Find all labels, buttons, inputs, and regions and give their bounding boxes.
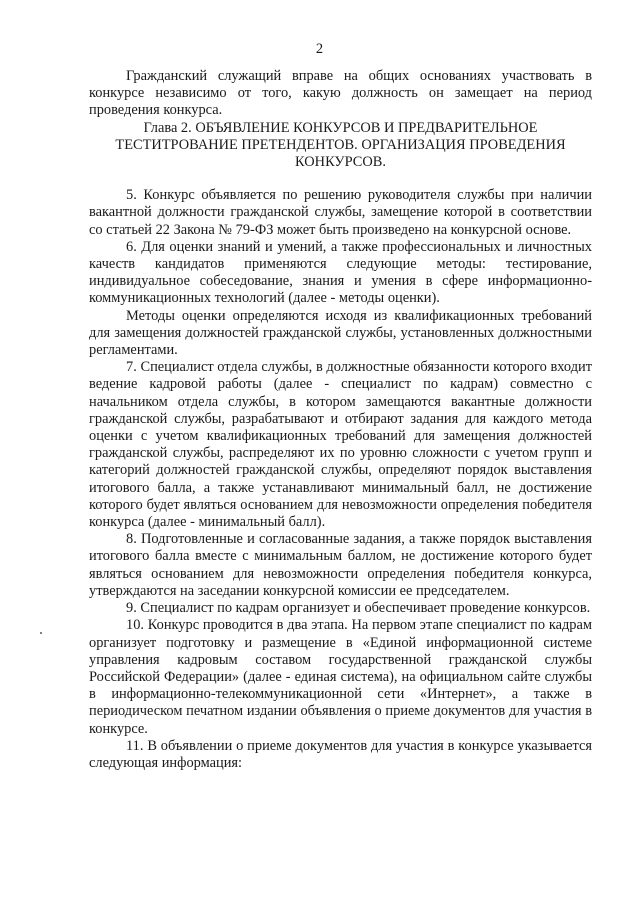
page-number: 2 xyxy=(315,41,324,57)
paragraph-5: 5. Конкурс объявляется по решению руководителя службы при наличии вакантной должности гражданской службы, замещение которой в соответствии со статьей 22 Закона № 79-ФЗ может быть произведено на конкурсной основе. xyxy=(89,187,592,238)
paragraph-8: 8. Подготовленные и согласованные задания, а также порядок выставления итогового балла вместе с минимальным баллом, не достижение которого будет являться основанием для невозможности определения победителя конкурса, утверждаются на заседании конкурсной комиссии ее председателем. xyxy=(89,531,592,599)
scan-speck xyxy=(40,632,42,634)
paragraph-intro: Гражданский служащий вправе на общих основаниях участвовать в конкурсе независимо от того, какую должность он замещает на период проведения конкурса. xyxy=(89,68,592,119)
paragraph-9: 9. Специалист по кадрам организует и обеспечивает проведение конкурсов. xyxy=(126,600,591,617)
paragraph-7: 7. Специалист отдела службы, в должностные обязанности которого входит ведение кадровой работы (далее - специалист по кадрам) совместно с начальником отдела службы, в котором замещаются вакантные должности гражданской службы, разрабатывают и отбирают задания для каждого метода оценки с учетом квалификационных требований для замещения должностей гражданской службы, распределяют их по уровню сложности с учетом групп и категорий должностей гражданской службы, определяют порядок выставления итогового балла, а также устанавливают минимальный балл, не достижение которого будет являться основанием для невозможности определения победителя конкурса (далее - минимальный балл). xyxy=(89,359,592,531)
chapter-heading: Глава 2. ОБЪЯВЛЕНИЕ КОНКУРСОВ И ПРЕДВАРИТЕЛЬНОЕ ТЕСТИТРОВАНИЕ ПРЕТЕНДЕНТОВ. ОРГАНИЗАЦИЯ ПРОВЕДЕНИЯ КОНКУРСОВ. xyxy=(115,119,566,171)
paragraph-assessment-methods: Методы оценки определяются исходя из квалификационных требований для замещения должностей гражданской службы, установленных должностными регламентами. xyxy=(89,307,592,359)
paragraph-11: 11. В объявлении о приеме документов для участия в конкурсе указывается следующая информация: xyxy=(89,737,592,771)
paragraph-6: 6. Для оценки знаний и умений, а также профессиональных и личностных качеств кандидатов применяются следующие методы: тестирование, индивидуальное собеседование, знания и умения в сфере информационно-коммуникационных технологий (далее - методы оценки). xyxy=(89,238,592,307)
paragraph-10: 10. Конкурс проводится в два этапа. На первом этапе специалист по кадрам организует подготовку и размещение в «Единой информационной системе управления кадровым составом государственной гражданской службы Российской Федерации» (далее - единая система), на официальном сайте службы в информационно-телекоммуникационной сети «Интернет», а также в периодическом печатном издании объявления о приеме документов для участия в конкурсе. xyxy=(89,617,592,737)
document-body xyxy=(89,68,592,772)
